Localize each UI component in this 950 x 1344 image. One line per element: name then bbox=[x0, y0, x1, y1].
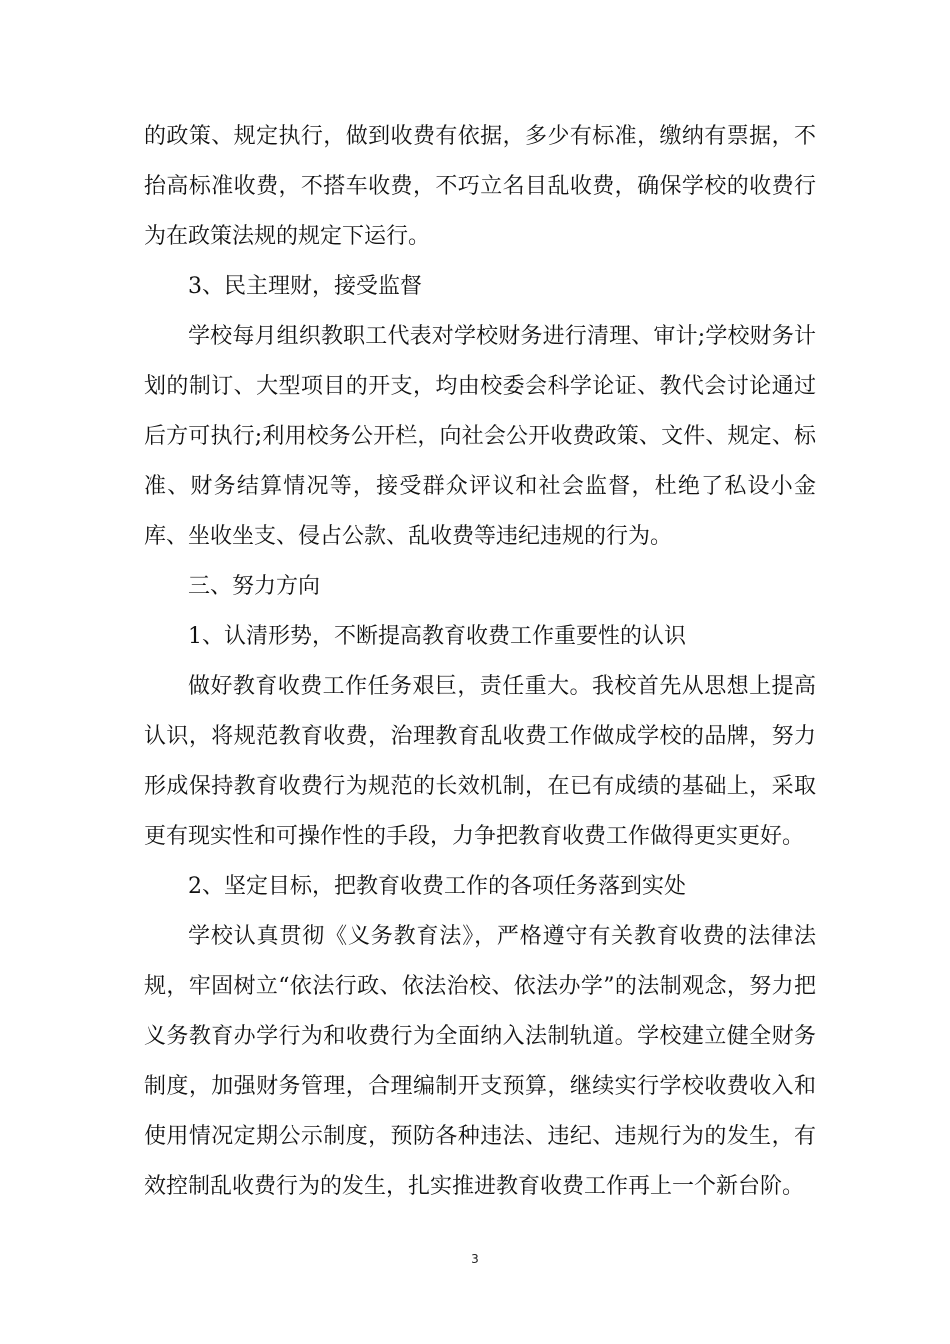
section-heading-goals: 2、坚定目标，把教育收费工作的各项任务落到实处 bbox=[188, 874, 686, 899]
paragraph-audit: 学校每月组织教职工代表对学校财务进行清理、审计;学校财务计划的制订、大型项目的开支，均由校委会科学论证、教代会讨论通过后方可执行;利用校务公开栏，向社会公开收费政策、文件、规定、标准、财务结算情况等，接受群众评议和社会监督，杜绝了私设小金库、坐收坐支、侵占公款、乱收费等违纪违规的行为。 bbox=[144, 324, 816, 549]
section-heading-direction: 三、努力方向 bbox=[188, 574, 321, 599]
section-heading-democratic-finance: 3、民主理财，接受监督 bbox=[188, 274, 422, 299]
section-heading-situation: 1、认清形势，不断提高教育收费工作重要性的认识 bbox=[188, 624, 686, 649]
paragraph-continuation: 的政策、规定执行，做到收费有依据，多少有标准，缴纳有票据，不抬高标准收费，不搭车收费，不巧立名目乱收费，确保学校的收费行为在政策法规的规定下运行。 bbox=[144, 124, 816, 249]
paragraph-law: 学校认真贯彻《义务教育法》，严格遵守有关教育收费的法律法规，牢固树立“依法行政、依法治校、依法办学”的法制观念，努力把义务教育办学行为和收费行为全面纳入法制轨道。学校建立健全财务制度，加强财务管理，合理编制开支预算，继续实行学校收费收入和使用情况定期公示制度，预防各种违法、违纪、违规行为的发生，有效控制乱收费行为的发生，扎实推进教育收费工作再上一个新台阶。 bbox=[144, 924, 816, 1199]
document-body bbox=[144, 112, 816, 1212]
paragraph-awareness: 做好教育收费工作任务艰巨，责任重大。我校首先从思想上提高认识，将规范教育收费，治理教育乱收费工作做成学校的品牌，努力形成保持教育收费行为规范的长效机制，在已有成绩的基础上，采取更有现实性和可操作性的手段，力争把教育收费工作做得更实更好。 bbox=[144, 674, 816, 849]
page-number: 3 bbox=[471, 1252, 479, 1266]
